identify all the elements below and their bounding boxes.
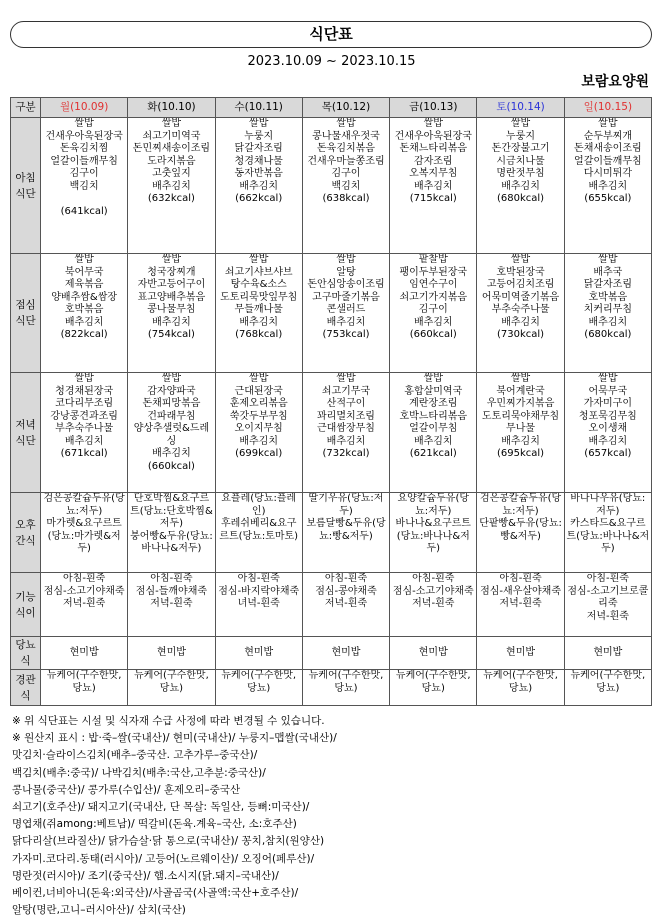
calorie-text: (657kcal) <box>584 448 632 459</box>
calorie-text: (822kcal) <box>60 329 108 340</box>
menu-item: 배추김치 <box>152 448 191 459</box>
menu-item: 얼갈이들깨무침 <box>574 155 642 167</box>
menu-item: 쌀밥 <box>423 118 443 129</box>
row-diabetic <box>11 637 652 670</box>
menu-item: 누룽지 <box>244 130 274 142</box>
menu-item: 어묵미역줄기볶음 <box>481 291 560 303</box>
calorie-text: (768kcal) <box>235 329 283 340</box>
meal-cell <box>128 637 215 670</box>
menu-item: 치커리무침 <box>583 304 632 315</box>
calorie-text: (621kcal) <box>409 448 457 459</box>
menu-item: 청포묵김무침 <box>578 410 637 422</box>
meal-cell <box>128 373 215 493</box>
meal-cell <box>41 118 128 254</box>
meal-cell <box>390 254 477 373</box>
menu-item: 도토리묵야채무침 <box>481 410 560 422</box>
menu-item: 양배추쌈&쌈장 <box>51 291 118 303</box>
menu-item: 김구이 <box>69 168 99 179</box>
meal-cell <box>302 493 389 573</box>
menu-item: 배추김치 <box>501 180 540 192</box>
meal-cell <box>390 637 477 670</box>
row-label-lunch: 점심 식단 <box>11 254 41 373</box>
menu-item: 보름달빵&두유(당뇨:빵&저두) <box>306 518 386 542</box>
page-title: 식단표 <box>10 21 652 48</box>
menu-item: 쌀밥 <box>161 254 182 265</box>
header-row <box>11 98 652 118</box>
menu-item: 쌀밥 <box>336 118 356 129</box>
menu-item: 고춧잎지 <box>152 168 191 179</box>
menu-item: 뉴케어(구수한맛,당뇨) <box>308 670 384 694</box>
menu-item: 호박볶음 <box>588 291 628 303</box>
menu-item: 근대된장국 <box>234 385 283 397</box>
menu-item: 저녁-흰죽 <box>412 598 455 609</box>
menu-item: 무나물 <box>506 423 536 434</box>
menu-item: 북어무국 <box>64 266 104 278</box>
menu-item: 청경채된장국 <box>55 385 114 397</box>
menu-item: 배추김치 <box>413 180 453 192</box>
menu-item: 배추김치 <box>64 435 104 447</box>
menu-item: 꽈리멸치조림 <box>317 410 375 422</box>
meal-cell <box>302 254 389 373</box>
menu-item: 쌀밥 <box>74 118 94 129</box>
menu-item: 쑥갓두부무침 <box>229 410 288 422</box>
menu-item: 뉴케어(구수한맛,당뇨) <box>134 670 209 694</box>
menu-item: 쌀밥 <box>249 254 269 265</box>
menu-item: 현미밥 <box>244 646 274 658</box>
meal-cell <box>41 254 128 373</box>
note-line: 명엽채(쥐among:베트남)/ 떡갈비(돈육.계육–국산, 소:호주산) <box>12 818 297 831</box>
menu-item: 현미밥 <box>156 646 186 658</box>
menu-item: 돈민찌새송이조림 <box>132 143 211 154</box>
menu-item: 쇠고기미역국 <box>142 130 201 142</box>
menu-item: 저녁-흰죽 <box>586 610 629 622</box>
menu-item: 쌀밥 <box>423 373 443 384</box>
menu-item: 코다리무조림 <box>55 398 114 409</box>
meal-cell <box>41 493 128 573</box>
menu-item: 팽이두부된장국 <box>399 266 468 278</box>
organization-name: 보람요양원 <box>581 74 649 90</box>
menu-item: 배추김치 <box>152 180 191 192</box>
menu-item: 탕수육&소스 <box>230 279 287 290</box>
menu-item: 콘샐러드 <box>326 304 366 315</box>
calorie-text: (695kcal) <box>497 448 545 459</box>
meal-cell <box>477 254 564 373</box>
menu-item: 돈채피망볶음 <box>142 398 201 409</box>
menu-item: 배추김치 <box>326 435 366 447</box>
menu-item: 아침-흰죽 <box>586 573 629 584</box>
menu-item: 부추숙주나물 <box>491 304 550 315</box>
menu-item: 배추김치 <box>588 180 628 192</box>
menu-item: 양상추샐럿&드레싱 <box>133 423 210 447</box>
menu-item: 홍합살미역국 <box>404 385 463 397</box>
menu-item: 순두부찌개 <box>583 130 632 142</box>
row-snack <box>11 493 652 573</box>
meal-cell <box>215 254 302 373</box>
calorie-text: (715kcal) <box>409 193 457 204</box>
menu-item: 호박된장국 <box>496 266 545 278</box>
menu-item: 청국장찌개 <box>147 266 196 278</box>
menu-item: 건파래무침 <box>147 410 196 422</box>
meal-cell <box>41 670 128 706</box>
menu-item: 동자반볶음 <box>234 168 283 179</box>
meal-cell <box>564 493 651 573</box>
menu-item: 고등어김치조림 <box>486 279 555 290</box>
menu-item: 아침-흰죽 <box>63 573 106 584</box>
menu-item: 후레쉬베리&요구르트(당뇨:토마토) <box>219 518 299 542</box>
menu-item: 쌀밥 <box>510 254 531 265</box>
meal-cell <box>390 573 477 637</box>
menu-item: 팥찰밥 <box>418 254 448 265</box>
menu-item: 어묵무국 <box>588 385 628 397</box>
note-line: 가자미.코다리.동태(러시아)/ 고등어(노르웨이산)/ 오징어(페루산)/ <box>12 852 315 865</box>
menu-item: 다시미튀각 <box>583 168 632 179</box>
note-line: 베이컨,너비아니(돈육:외국산)/사골곰국(사골액:국산+호주산)/ <box>12 887 299 900</box>
menu-item: 뉴케어(구수한맛,당뇨) <box>395 670 471 694</box>
menu-item: 고구마줄기볶음 <box>312 291 380 303</box>
menu-item: 감자조림 <box>413 155 453 167</box>
menu-item: 닭갈자조림 <box>234 143 283 154</box>
menu-item: 훈제오리볶음 <box>229 398 288 409</box>
calorie-text: (671kcal) <box>60 448 108 459</box>
menu-item: 오복지무침 <box>409 168 458 179</box>
menu-item: 점심-소고기야채죽 <box>43 585 125 597</box>
menu-item: 현미밥 <box>506 646 536 658</box>
menu-item: 호박볶음 <box>64 304 104 315</box>
menu-item: 쌀밥 <box>249 118 269 129</box>
menu-item: 단호박찜&요구르트(당뇨:단호박찜&저두) <box>130 493 213 529</box>
menu-item: 검은콩칼슘두유(당뇨:저두) <box>479 493 562 517</box>
menu-item: 배추김치 <box>64 316 104 328</box>
menu-item: 배추김치 <box>413 316 453 328</box>
menu-item: 쇠고기샤브샤브 <box>224 266 293 278</box>
menu-item: 돈채새송이조림 <box>574 143 642 154</box>
menu-item: 점심-바지락야채죽 <box>218 585 300 597</box>
meal-cell <box>477 573 564 637</box>
calorie-text: (680kcal) <box>497 193 545 204</box>
menu-item: 현미밥 <box>418 646 448 658</box>
meal-cell <box>302 373 389 493</box>
meal-cell <box>302 573 389 637</box>
meal-cell <box>390 373 477 493</box>
menu-item: 배추김치 <box>501 435 540 447</box>
menu-item: 쌀밥 <box>510 118 531 129</box>
menu-item: 요플레(당뇨:플레인) <box>221 493 297 517</box>
meal-cell <box>564 373 651 493</box>
meal-cell <box>302 118 389 254</box>
menu-item: 김구이 <box>418 304 448 315</box>
menu-item: 아침-흰죽 <box>150 573 193 584</box>
menu-item: 검은콩칼슘두유(당뇨:저두) <box>43 493 125 517</box>
calorie-text: (699kcal) <box>235 448 283 459</box>
menu-item: 마가렛&요구르트(당뇨:마가렛&저두) <box>46 518 122 554</box>
day-header-thu: 목(10.12) <box>302 98 389 118</box>
menu-item: 돈육김치볶음 <box>317 143 375 154</box>
meal-cell <box>128 493 215 573</box>
menu-item: 쇠고기가지볶음 <box>399 291 468 303</box>
menu-item: 알탕 <box>336 266 356 278</box>
menu-item: 쌀밥 <box>510 373 531 384</box>
meal-cell <box>215 373 302 493</box>
menu-item: 딸기우유(당뇨:저두) <box>308 493 384 517</box>
meal-table <box>10 97 652 706</box>
note-line: 콩나물(중국산)/ 콩가루(수입산)/ 훈제오리–중국산 <box>12 783 241 796</box>
menu-item: 콩나물새우젓국 <box>312 130 380 142</box>
menu-item: 점심-콩야채죽 <box>315 585 377 597</box>
meal-cell <box>41 373 128 493</box>
period: 2023.10.09 ~ 2023.10.15 <box>247 54 416 69</box>
menu-item: 점심-소고기브로콜리죽 <box>567 585 649 609</box>
row-label-dinner: 저녁 식단 <box>11 373 41 493</box>
menu-item: 뉴케어(구수한맛,당뇨) <box>483 670 558 694</box>
menu-item: 얼갈이무침 <box>409 423 458 434</box>
menu-item: 부추숙주나물 <box>55 423 114 434</box>
menu-item: 쌀밥 <box>161 373 182 384</box>
calorie-text: (662kcal) <box>235 193 283 204</box>
menu-item: 시금치나물 <box>496 155 545 167</box>
menu-item: 자반고등어구이 <box>137 279 206 290</box>
note-line: ※ 위 식단표는 시설 및 식자재 수급 사정에 따라 변경될 수 있습니다. <box>12 715 325 727</box>
note-line: ※ 원산지 표시 : 밥·죽–쌀(국내산)/ 현미(국내산)/ 누룽지–맵쌀(국내산)/ <box>12 732 337 745</box>
calorie-text: (680kcal) <box>584 329 632 340</box>
menu-item: 아침-흰죽 <box>412 573 455 584</box>
menu-item: 쌀밥 <box>161 118 182 129</box>
row-lunch <box>11 254 652 373</box>
menu-item: 얼갈이들깨무침 <box>50 155 118 167</box>
menu-item: 바나나우유(당뇨:저두) <box>570 493 646 517</box>
menu-item: 근대쌈장무침 <box>317 423 375 434</box>
meal-cell <box>128 118 215 254</box>
meal-cell <box>564 637 651 670</box>
menu-item: 붕어빵&두유(당뇨:바나나&저두) <box>130 530 213 554</box>
menu-item: 점심-새우살야채죽 <box>480 585 561 597</box>
menu-item: 임연수구이 <box>409 279 458 290</box>
menu-item: 명란젓무침 <box>496 168 545 179</box>
calorie-text: (754kcal) <box>147 329 195 340</box>
row-breakfast <box>11 118 652 254</box>
menu-item: 요양칼슘두유(당뇨:저두) <box>397 493 470 517</box>
day-header-wed: 수(10.11) <box>215 98 302 118</box>
meal-cell <box>564 254 651 373</box>
meal-cell <box>41 637 128 670</box>
menu-item: 쌀밥 <box>74 373 94 384</box>
meal-cell <box>128 670 215 706</box>
menu-item: 저녁-흰죽 <box>150 598 193 609</box>
day-header-fri: 금(10.13) <box>390 98 477 118</box>
menu-item: 배추김치 <box>239 435 279 447</box>
menu-item: 쌀밥 <box>598 373 618 384</box>
menu-item: 저녁-흰죽 <box>499 598 542 609</box>
note-line: 명란젓(러시아)/ 조기(중국산)/ 햄.소시지(닭.돼지–국내산)/ <box>12 869 279 882</box>
calorie-text: (655kcal) <box>584 193 632 204</box>
meal-cell <box>215 637 302 670</box>
notes-section <box>12 713 657 919</box>
menu-item: 현미밥 <box>331 646 361 658</box>
meal-cell <box>215 670 302 706</box>
row-label-functional: 기능 식이 <box>11 573 41 637</box>
row-label-diabetic: 당뇨 식 <box>11 637 41 670</box>
row-functional <box>11 573 652 637</box>
menu-item: 건새우아욱된장국 <box>45 130 123 142</box>
calorie-text: (732kcal) <box>322 448 370 459</box>
meal-cell <box>302 670 389 706</box>
menu-item: 쌀밥 <box>598 254 618 265</box>
menu-item: 쌀밥 <box>598 118 618 129</box>
menu-item: 돈간장불고기 <box>491 143 550 154</box>
menu-item: 건새우마늘쫑조림 <box>307 155 385 167</box>
menu-item: 쇠고기무국 <box>321 385 371 397</box>
menu-item: 바나나&요구르트(당뇨:바나나&저두) <box>395 518 471 554</box>
menu-item: 가자미구이 <box>583 398 632 409</box>
menu-item: 아침-흰죽 <box>499 573 542 584</box>
meal-cell <box>564 670 651 706</box>
meal-cell <box>215 118 302 254</box>
menu-item: 저녁-흰죽 <box>324 598 368 609</box>
menu-item: 콩나물무침 <box>147 304 196 315</box>
meal-cell <box>477 373 564 493</box>
menu-item: 배추김치 <box>413 435 453 447</box>
day-header-mon: 월(10.09) <box>41 98 128 118</box>
day-header-sun: 일(10.15) <box>564 98 651 118</box>
menu-item: 현미밥 <box>69 646 99 658</box>
meal-cell <box>477 670 564 706</box>
menu-item: 우민찌가지볶음 <box>486 398 555 409</box>
menu-item: 배추김치 <box>239 180 279 192</box>
menu-item: 뉴케어(구수한맛,당뇨) <box>46 670 122 694</box>
menu-item: 표고양배추볶음 <box>137 291 206 303</box>
row-label-snack: 오후 간식 <box>11 493 41 573</box>
menu-item: 점심-소고기야채죽 <box>392 585 474 597</box>
menu-item: 건새우아욱된장국 <box>394 130 472 142</box>
calorie-text: (632kcal) <box>147 193 195 204</box>
menu-item: 배추김치 <box>326 316 366 328</box>
menu-item: 아침-흰죽 <box>324 573 368 584</box>
meal-cell <box>477 493 564 573</box>
note-line: 쇠고기(호주산)/ 돼지고기(국내산, 단 목살: 독일산, 등뼈:미국산)/ <box>12 801 310 814</box>
calorie-text: (660kcal) <box>147 460 195 472</box>
calorie-text: (660kcal) <box>409 329 457 340</box>
menu-item: 돈육김치찜 <box>59 143 109 154</box>
menu-item: 누룽지 <box>506 130 536 142</box>
calorie-text: (730kcal) <box>497 329 545 340</box>
menu-item: 점심-들깨야채죽 <box>135 585 208 597</box>
menu-item: 배추김치 <box>588 316 628 328</box>
menu-item: 오이생채 <box>588 423 628 434</box>
menu-item: 배추김치 <box>501 316 540 328</box>
note-line: 맛김치·슬라이스김치(배추–중국산. 고추가루–중국산)/ <box>12 749 258 762</box>
menu-item: 호박느타리볶음 <box>399 410 468 422</box>
menu-item: 쌀밥 <box>336 254 356 265</box>
menu-item: 북어계란국 <box>496 385 545 397</box>
menu-item: 쌀밥 <box>249 373 269 384</box>
meal-cell <box>564 573 651 637</box>
menu-item: 감자양파국 <box>147 385 196 397</box>
row-tube <box>11 670 652 706</box>
meal-cell <box>128 254 215 373</box>
meal-cell <box>302 637 389 670</box>
calorie-text: (638kcal) <box>322 193 370 204</box>
row-label-tube: 경관 식 <box>11 670 41 706</box>
note-line: 닭다리살(브라질산)/ 닭가슴살·닭 통으로(국내산)/ 꽁치,참치(원양산) <box>12 835 325 848</box>
menu-item: 배추김치 <box>152 316 191 328</box>
menu-item: 쌀밥 <box>74 254 94 265</box>
menu-item: 백김치 <box>331 180 361 192</box>
menu-item: 무들깨나물 <box>234 304 283 315</box>
menu-item: 닭갈자조림 <box>583 279 632 290</box>
day-header-tue: 화(10.10) <box>128 98 215 118</box>
menu-item: 김구이 <box>331 168 361 179</box>
meal-cell <box>215 573 302 637</box>
menu-item: 저녁-흰죽 <box>63 598 106 609</box>
menu-item: 녀녁-흰죽 <box>237 598 280 609</box>
meal-cell <box>564 118 651 254</box>
menu-item: 계란장조림 <box>409 398 458 409</box>
menu-item: 뉴케어(구수한맛,당뇨) <box>221 670 297 694</box>
header-label: 구분 <box>11 98 41 118</box>
menu-item: 쌀밥 <box>336 373 356 384</box>
menu-item: 돈채느타리볶음 <box>399 143 468 154</box>
menu-item: 도토리묵맛잎무침 <box>220 291 298 303</box>
menu-item: 백김치 <box>69 180 99 192</box>
note-line: 알탕(명란,고니–러시아산)/ 삼치(국산) <box>12 904 186 917</box>
menu-item: 카스타드&요구르트(당뇨:바나나&저두) <box>566 518 650 554</box>
calorie-text: (753kcal) <box>322 329 370 340</box>
menu-item: 돈안심앙송이조림 <box>307 279 385 290</box>
meal-cell <box>41 573 128 637</box>
menu-item: 단팥빵&두유(당뇨:빵&저두) <box>479 518 562 542</box>
meal-cell <box>477 118 564 254</box>
calorie-text: (641kcal) <box>60 205 108 217</box>
meal-cell <box>390 118 477 254</box>
menu-item: 도라지볶음 <box>147 155 196 167</box>
menu-item: 배추국 <box>593 266 623 278</box>
meal-cell <box>477 637 564 670</box>
menu-item: 청경채나물 <box>234 155 283 167</box>
menu-item: 아침-흰죽 <box>237 573 280 584</box>
day-header-sat: 토(10.14) <box>477 98 564 118</box>
meal-cell <box>390 493 477 573</box>
menu-item: 뉴케어(구수한맛,당뇨) <box>570 670 646 694</box>
meal-cell <box>215 493 302 573</box>
menu-item: 오이지무침 <box>234 423 283 434</box>
menu-item: 배추김치 <box>588 435 628 447</box>
row-label-breakfast: 아침 식단 <box>11 118 41 254</box>
menu-item: 제육볶음 <box>64 279 104 290</box>
note-line: 백김치(배추:중국)/ 나박김치(배추:국산,고추분:중국산)/ <box>12 766 266 779</box>
menu-item: 배추김치 <box>239 316 279 328</box>
menu-item: 현미밥 <box>593 646 623 658</box>
menu-item: 산적구이 <box>326 398 366 409</box>
meal-cell <box>390 670 477 706</box>
meal-cell <box>128 573 215 637</box>
menu-item <box>42 193 126 206</box>
row-dinner <box>11 373 652 493</box>
menu-item: 강낭콩견과조림 <box>50 410 118 422</box>
